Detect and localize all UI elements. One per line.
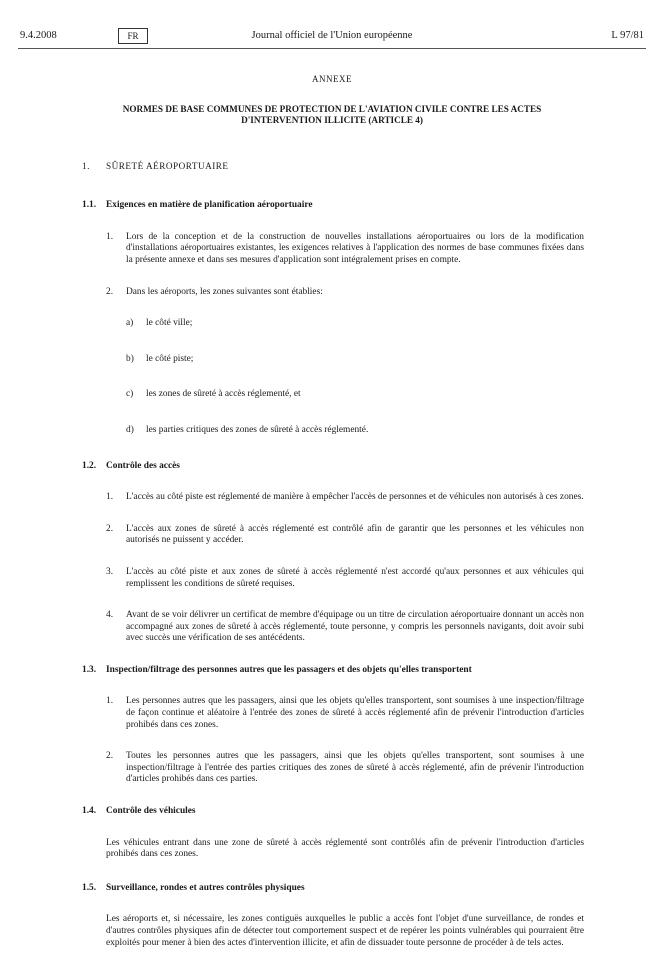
sub-list-item bbox=[0, 425, 664, 437]
list-item bbox=[0, 287, 664, 299]
subsection-number: 1.3. bbox=[82, 664, 97, 675]
item-letter: b) bbox=[126, 353, 134, 364]
item-text: Toutes les personnes autres que les passagers, ainsi que les objets qu'elles transportent, sont soumises à une inspection/filtrage à l'entrée des parties critiques des zones de sûreté à accès réglementé, afin de prévenir l'introduction d'articles prohibés dans ces parties. bbox=[126, 751, 584, 785]
subsection-1-5-heading bbox=[0, 883, 664, 895]
item-text: L'accès au côté piste et aux zones de sûreté à accès réglementé n'est accordé qu'aux personnes et aux véhicules qui remplissent les conditions de sûreté requises. bbox=[126, 566, 584, 589]
item-number: 2. bbox=[106, 286, 114, 297]
section-1-heading bbox=[0, 161, 664, 173]
sub-list-item bbox=[0, 318, 664, 330]
subsection-title: Contrôle des accès bbox=[106, 460, 180, 471]
list-item bbox=[0, 567, 664, 590]
list-item bbox=[0, 524, 664, 547]
subsection-number: 1.4. bbox=[82, 806, 97, 817]
sub-list-item bbox=[0, 389, 664, 401]
paragraph: Les véhicules entrant dans une zone de sûreté à accès réglementé sont contrôlés afin de prévenir l'introduction d'articles prohibés dans ces zones. bbox=[106, 837, 584, 860]
annex-label: ANNEXE bbox=[312, 74, 352, 84]
subsection-number: 1.1. bbox=[82, 200, 97, 211]
item-number: 1. bbox=[106, 231, 114, 242]
item-number: 1. bbox=[106, 696, 114, 707]
item-text: Dans les aéroports, les zones suivantes sont établies: bbox=[126, 286, 323, 297]
subsection-1-2-heading bbox=[0, 461, 664, 473]
item-text: Avant de se voir délivrer un certificat de membre d'équipage ou un titre de circulation aéroportuaire donnant un accès non accompagné aux zones de sûreté à accès réglementé, toute personne, y compris les personnels navigants, doit avoir subi avec succès une vérification de ses antécédents. bbox=[126, 610, 584, 644]
subsection-title: Inspection/filtrage des personnes autres que les passagers et des objets qu'elles transportent bbox=[106, 664, 472, 675]
section-title: SÛRETÉ AÉROPORTUAIRE bbox=[106, 160, 229, 171]
item-letter: a) bbox=[126, 318, 134, 329]
sub-list-item bbox=[0, 354, 664, 366]
header-rule bbox=[18, 48, 646, 49]
item-text: Les personnes autres que les passagers, ainsi que les objets qu'elles transportent, sont soumises à une inspection/filtrage de façon continue et aléatoire à l'entrée des zones de sûreté à accès réglementé afin de prévenir l'introduction d'articles prohibés dans ces zones. bbox=[126, 696, 584, 730]
paragraph: Les aéroports et, si nécessaire, les zones contiguës auxquelles le public a accès font l'objet d'une surveillance, de rondes et d'autres contrôles physiques afin de détecter tout comportement suspect et de repérer les points vulnérables qui pourraient être exploités pour mener à bien des actes d'intervention illicite, et afin de dissuader toute personne de procéder à de tels actes. bbox=[106, 914, 584, 948]
item-number: 1. bbox=[106, 492, 114, 503]
page-number: L 97/81 bbox=[611, 30, 644, 41]
subsection-title: Contrôle des véhicules bbox=[106, 806, 196, 817]
item-number: 2. bbox=[106, 523, 114, 534]
item-number: 4. bbox=[106, 610, 114, 621]
subsection-1-3-heading bbox=[0, 665, 664, 677]
subsection-1-1-heading bbox=[0, 200, 664, 212]
item-letter: d) bbox=[126, 424, 134, 435]
item-text: L'accès au côté piste est réglementé de manière à empêcher l'accès de personnes et de véhicules non autorisés à ces zones. bbox=[126, 492, 584, 503]
list-item bbox=[0, 610, 664, 645]
item-number: 2. bbox=[106, 751, 114, 762]
subsection-title: Surveillance, rondes et autres contrôles physiques bbox=[106, 882, 305, 893]
item-letter: c) bbox=[126, 389, 134, 400]
subsection-number: 1.2. bbox=[82, 460, 97, 471]
item-text: les zones de sûreté à accès réglementé, et bbox=[146, 389, 301, 400]
subsection-1-4-heading bbox=[0, 806, 664, 818]
item-text: le côté ville; bbox=[146, 318, 193, 329]
item-text: les parties critiques des zones de sûreté à accès réglementé. bbox=[146, 424, 369, 435]
language-badge: FR bbox=[118, 28, 148, 44]
item-number: 3. bbox=[106, 566, 114, 577]
annex-content bbox=[0, 74, 664, 971]
subsection-title: Exigences en matière de planification aéroportuaire bbox=[106, 200, 313, 211]
list-item bbox=[0, 232, 664, 267]
list-item bbox=[0, 696, 664, 731]
item-text: L'accès aux zones de sûreté à accès réglementé est contrôlé afin de garantir que les personnes et les véhicules non autorisés ne puissent y accéder. bbox=[126, 523, 584, 546]
list-item bbox=[0, 751, 664, 786]
annex-title: NORMES DE BASE COMMUNES DE PROTECTION DE L'AVIATION CIVILE CONTRE LES ACTES D'INTERVENTION ILLICITE (ARTICLE 4) bbox=[122, 103, 542, 126]
item-text: Lors de la conception et de la construction de nouvelles installations aéroportuaires ou lors de la modification d'installations aéroportuaires existantes, les exigences relatives à l'application des normes de base communes fixées dans la présente annexe et dans ses mesures d'application sont intégralement prises en compte. bbox=[126, 231, 584, 265]
subsection-number: 1.5. bbox=[82, 882, 97, 893]
item-text: le côté piste; bbox=[146, 353, 194, 364]
section-number: 1. bbox=[82, 160, 90, 171]
page-header bbox=[12, 30, 652, 46]
publication-date: 9.4.2008 bbox=[20, 30, 57, 41]
list-item bbox=[0, 492, 664, 504]
journal-title: Journal officiel de l'Union européenne bbox=[251, 30, 413, 41]
